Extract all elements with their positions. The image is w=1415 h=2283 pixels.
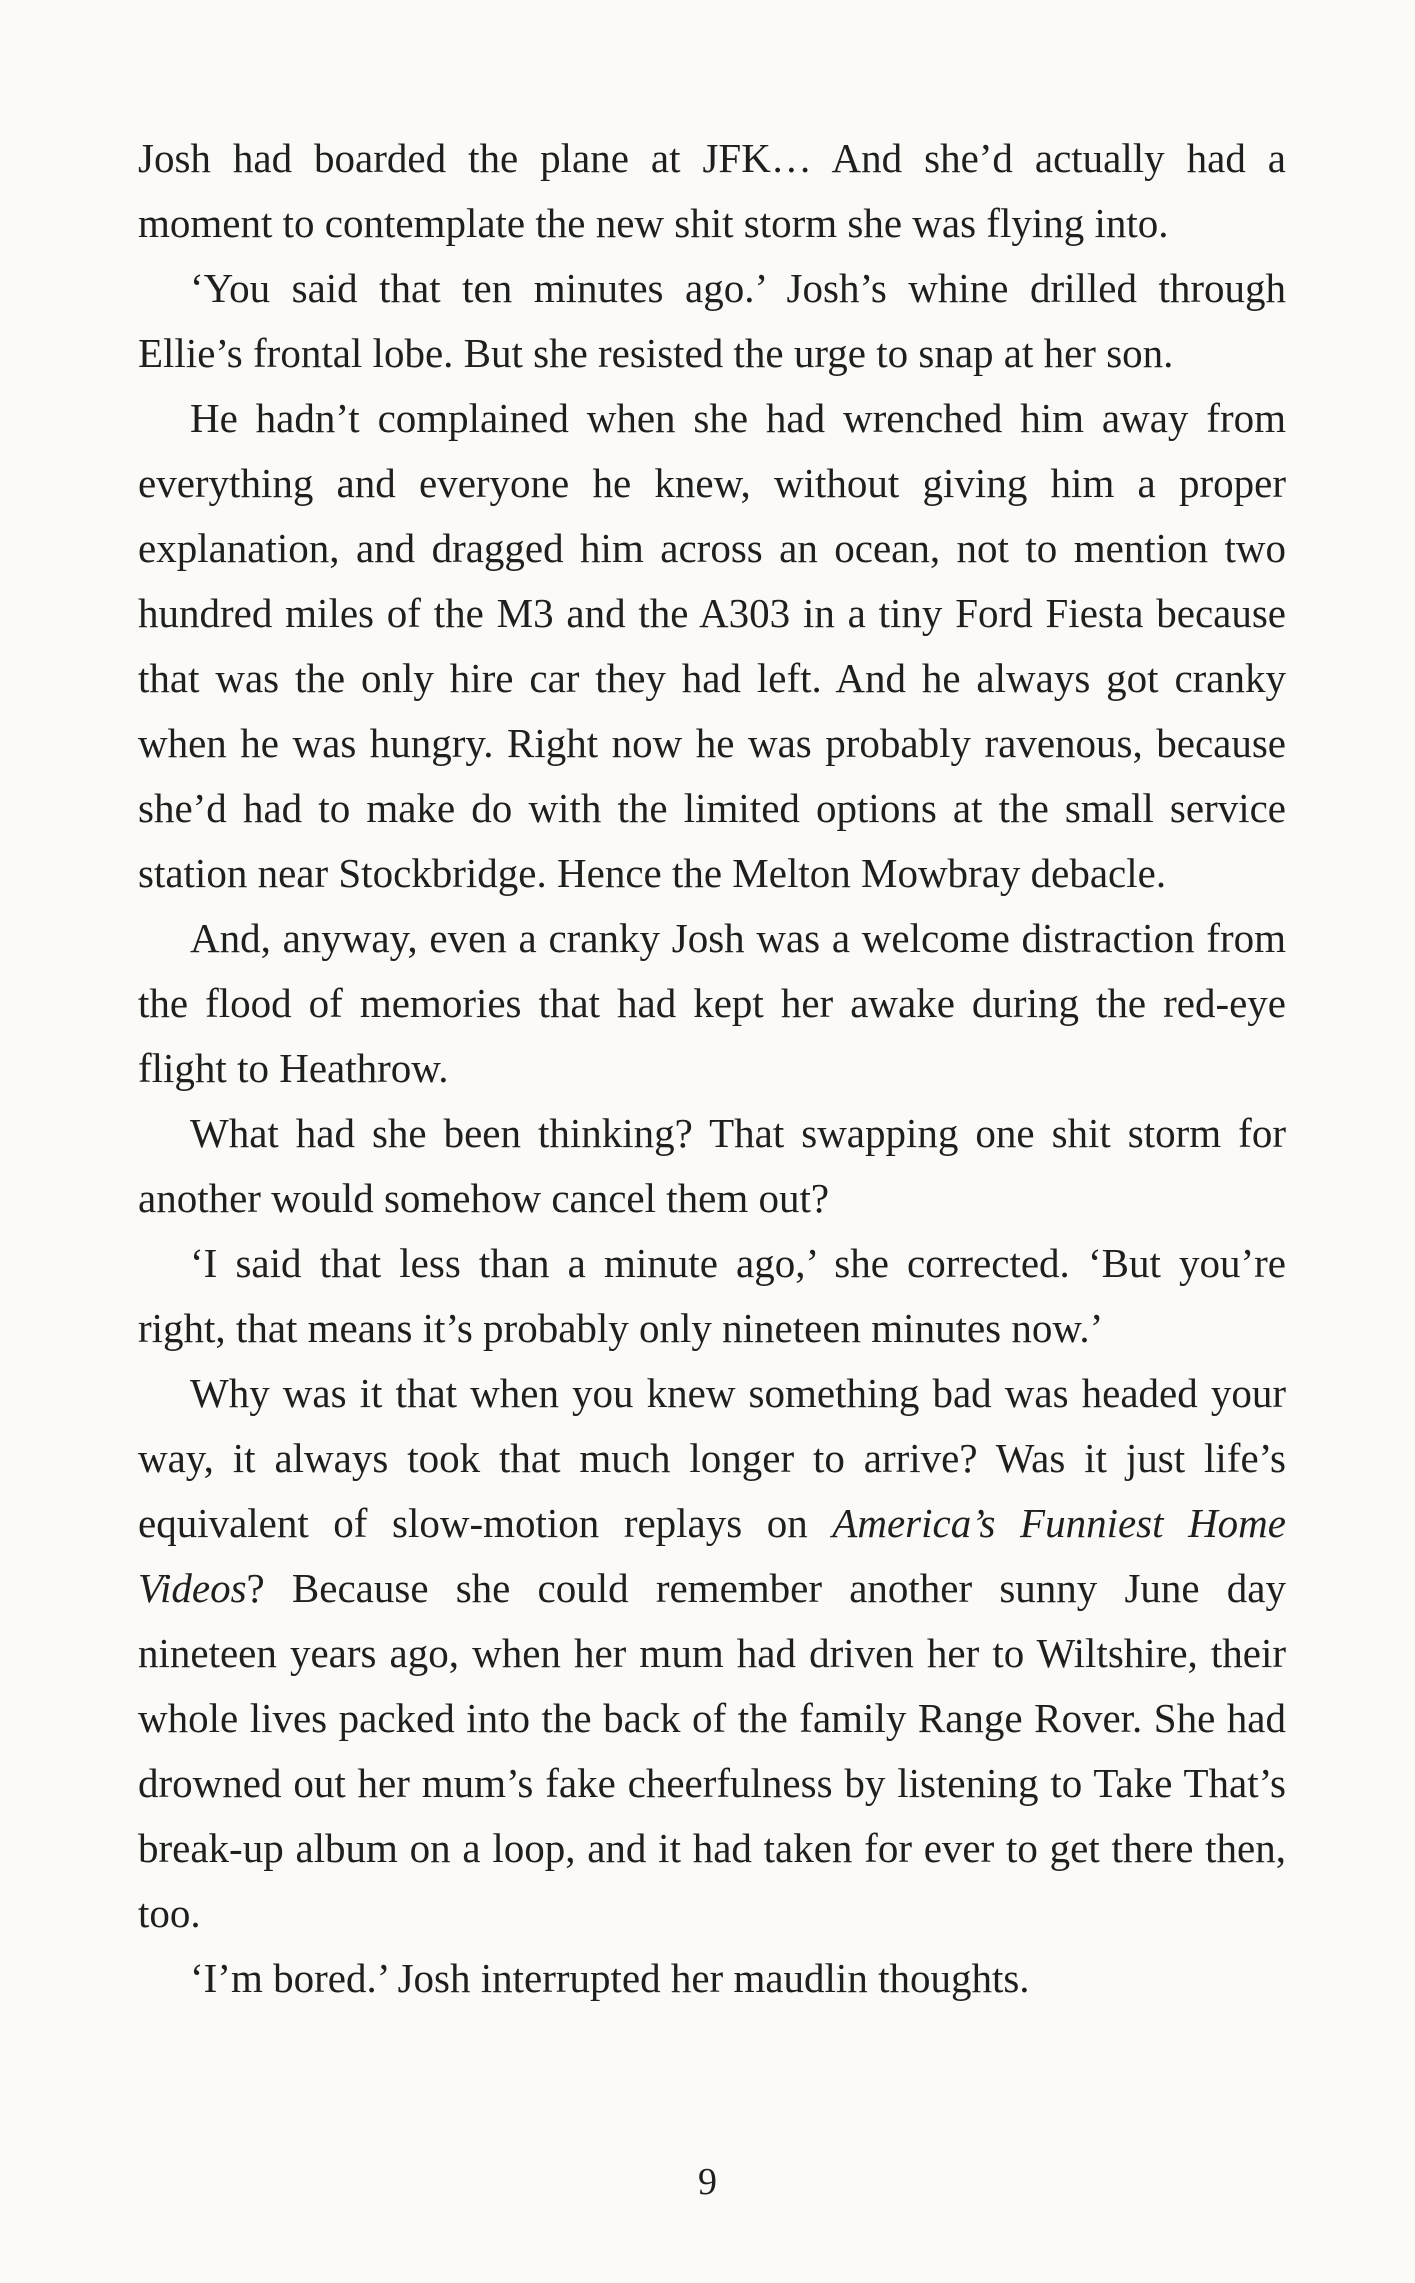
italic-title-text: America’s Funniest Home Videos: [138, 1500, 1286, 1611]
paragraph-text: ‘I’m bored.’ Josh interrupted her maudlin thoughts.: [190, 1955, 1030, 2001]
paragraph: [138, 386, 1286, 906]
paragraph-text: Josh had boarded the plane at JFK… And she’d actually had a moment to contemplate the new shit storm she was flying into.: [138, 135, 1286, 246]
body-text: [138, 126, 1286, 2011]
paragraph: [138, 1101, 1286, 1231]
paragraph: [138, 126, 1286, 256]
paragraph-text: What had she been thinking? That swapping one shit storm for another would somehow cancel them out?: [138, 1110, 1286, 1221]
paragraph-text: Why was it that when you knew something bad was headed your way, it always took that much longer to arrive? Was it just life’s equivalent of slow-motion replays on: [138, 1370, 1286, 1546]
page-number: 9: [698, 2161, 717, 2203]
paragraph-text: And, anyway, even a cranky Josh was a welcome distraction from the flood of memories that had kept her awake during the red-eye flight to Heathrow.: [138, 915, 1286, 1091]
paragraph: [138, 906, 1286, 1101]
paragraph: [138, 1231, 1286, 1361]
paragraph-text: ? Because she could remember another sunny June day nineteen years ago, when her mum had driven her to Wiltshire, their whole lives packed into the back of the family Range Rover. She had drowned out her mum’s fake cheerfulness by listening to Take That’s break-up album on a loop, and it had taken for ever to get there then, too.: [138, 1565, 1286, 1936]
paragraph-text: ‘You said that ten minutes ago.’ Josh’s whine drilled through Ellie’s frontal lobe. But she resisted the urge to snap at her son.: [138, 265, 1286, 376]
paragraph-text: ‘I said that less than a minute ago,’ she corrected. ‘But you’re right, that means it’s probably only nineteen minutes now.’: [138, 1240, 1286, 1351]
paragraph: [138, 1361, 1286, 1946]
paragraph: [138, 256, 1286, 386]
paragraph-text: He hadn’t complained when she had wrenched him away from everything and everyone he knew, without giving him a proper explanation, and dragged him across an ocean, not to mention two hundred miles of the M3 and the A303 in a tiny Ford Fiesta because that was the only hire car they had left. And he always got cranky when he was hungry. Right now he was probably ravenous, because she’d had to make do with the limited options at the small service station near Stockbridge. Hence the Melton Mowbray debacle.: [138, 395, 1286, 896]
paragraph: [138, 1946, 1286, 2011]
